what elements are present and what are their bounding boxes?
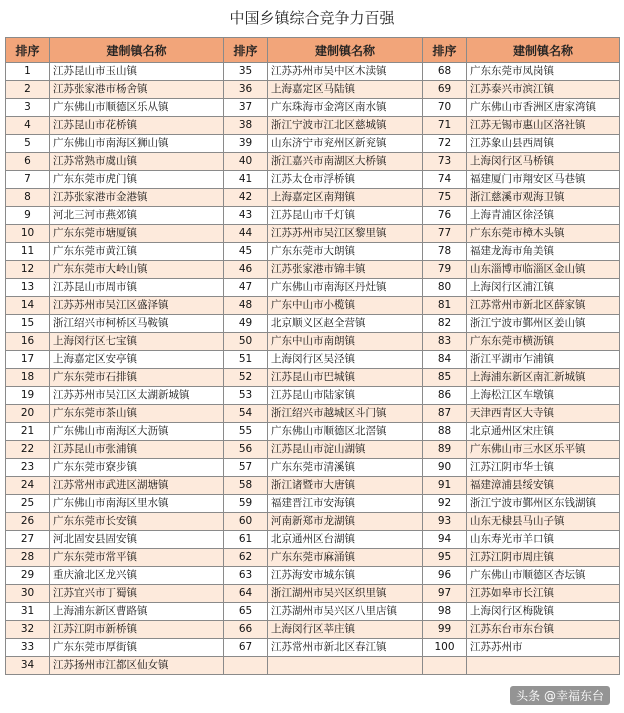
rank-cell: 16 [6, 333, 50, 351]
rank-cell: 19 [6, 387, 50, 405]
rank-cell: 91 [423, 477, 467, 495]
table-row [6, 585, 620, 603]
town-name-cell: 福建晋江市安海镇 [268, 495, 423, 513]
town-name-cell: 广东珠海市金湾区南水镇 [268, 99, 423, 117]
rank-cell: 78 [423, 243, 467, 261]
table-row [6, 567, 620, 585]
rank-cell: 8 [6, 189, 50, 207]
rank-cell: 93 [423, 513, 467, 531]
town-name-cell [268, 657, 423, 675]
table-row [6, 441, 620, 459]
rank-cell: 43 [224, 207, 268, 225]
town-name-cell: 浙江诸暨市大唐镇 [268, 477, 423, 495]
rank-cell: 71 [423, 117, 467, 135]
rank-cell: 60 [224, 513, 268, 531]
rank-cell: 33 [6, 639, 50, 657]
town-name-cell: 广东东莞市虎门镇 [50, 171, 224, 189]
ranking-table [5, 37, 620, 675]
table-row [6, 153, 620, 171]
town-name-cell: 江苏扬州市江都区仙女镇 [50, 657, 224, 675]
town-name-cell: 广东佛山市南海区狮山镇 [50, 135, 224, 153]
town-name-cell: 河北固安县固安镇 [50, 531, 224, 549]
rank-cell: 54 [224, 405, 268, 423]
rank-cell: 41 [224, 171, 268, 189]
town-name-cell: 江苏张家港市金港镇 [50, 189, 224, 207]
table-row [6, 351, 620, 369]
rank-cell: 10 [6, 225, 50, 243]
rank-cell: 4 [6, 117, 50, 135]
town-name-cell: 山东淄博市临淄区金山镇 [467, 261, 620, 279]
rank-header: 排序 [6, 38, 50, 63]
rank-cell: 34 [6, 657, 50, 675]
rank-cell: 45 [224, 243, 268, 261]
rank-cell: 80 [423, 279, 467, 297]
town-name-cell: 广东东莞市清溪镇 [268, 459, 423, 477]
town-name-cell: 上海浦东新区曹路镇 [50, 603, 224, 621]
rank-cell: 15 [6, 315, 50, 333]
rank-cell: 21 [6, 423, 50, 441]
town-name-cell: 广东东莞市石排镇 [50, 369, 224, 387]
town-name-cell: 江苏如皋市长江镇 [467, 585, 620, 603]
town-name-cell: 江苏苏州市吴江区太湖新城镇 [50, 387, 224, 405]
rank-cell: 65 [224, 603, 268, 621]
rank-cell: 35 [224, 63, 268, 81]
rank-cell: 13 [6, 279, 50, 297]
rank-cell: 58 [224, 477, 268, 495]
town-name-cell: 广东东莞市黄江镇 [50, 243, 224, 261]
rank-cell: 73 [423, 153, 467, 171]
town-name-cell: 广东东莞市大朗镇 [268, 243, 423, 261]
town-name-cell: 浙江平湖市乍浦镇 [467, 351, 620, 369]
rank-cell: 77 [423, 225, 467, 243]
town-name-cell: 江苏海安市城东镇 [268, 567, 423, 585]
town-name-cell: 广东佛山市顺德区乐从镇 [50, 99, 224, 117]
town-name-cell: 福建漳浦县绥安镇 [467, 477, 620, 495]
rank-cell: 94 [423, 531, 467, 549]
table-row [6, 171, 620, 189]
town-name-cell: 广东中山市南朗镇 [268, 333, 423, 351]
town-name-cell: 广东佛山市南海区大沥镇 [50, 423, 224, 441]
watermark: 头条 @幸福东台 [510, 686, 610, 705]
town-name-cell: 上海闵行区梅陇镇 [467, 603, 620, 621]
rank-header: 排序 [224, 38, 268, 63]
name-header: 建制镇名称 [50, 38, 224, 63]
rank-cell: 5 [6, 135, 50, 153]
table-row [6, 369, 620, 387]
table-row [6, 135, 620, 153]
table-row [6, 423, 620, 441]
table-row [6, 81, 620, 99]
rank-cell: 84 [423, 351, 467, 369]
rank-cell: 97 [423, 585, 467, 603]
town-name-cell: 上海嘉定区南翔镇 [268, 189, 423, 207]
town-name-cell: 福建厦门市翔安区马巷镇 [467, 171, 620, 189]
town-name-cell: 浙江绍兴市柯桥区马鞍镇 [50, 315, 224, 333]
rank-cell: 48 [224, 297, 268, 315]
town-name-cell: 广东中山市小榄镇 [268, 297, 423, 315]
ranking-table-body [6, 63, 620, 675]
rank-cell: 62 [224, 549, 268, 567]
town-name-cell: 江苏昆山市玉山镇 [50, 63, 224, 81]
rank-cell: 82 [423, 315, 467, 333]
town-name-cell: 江苏昆山市张浦镇 [50, 441, 224, 459]
rank-cell: 14 [6, 297, 50, 315]
town-name-cell: 江苏苏州市吴中区木渎镇 [268, 63, 423, 81]
rank-cell: 11 [6, 243, 50, 261]
rank-cell: 56 [224, 441, 268, 459]
town-name-cell: 广东东莞市横沥镇 [467, 333, 620, 351]
town-name-cell: 广东东莞市寮步镇 [50, 459, 224, 477]
rank-cell: 39 [224, 135, 268, 153]
town-name-cell: 江苏江阴市华士镇 [467, 459, 620, 477]
table-row [6, 405, 620, 423]
town-name-cell: 河北三河市燕郊镇 [50, 207, 224, 225]
town-name-cell: 江苏苏州市吴江区黎里镇 [268, 225, 423, 243]
rank-cell: 17 [6, 351, 50, 369]
town-name-cell: 上海嘉定区马陆镇 [268, 81, 423, 99]
town-name-cell: 浙江绍兴市越城区斗门镇 [268, 405, 423, 423]
name-header: 建制镇名称 [467, 38, 620, 63]
town-name-cell: 广东佛山市香洲区唐家湾镇 [467, 99, 620, 117]
rank-cell: 70 [423, 99, 467, 117]
table-row [6, 603, 620, 621]
rank-cell: 42 [224, 189, 268, 207]
table-row [6, 621, 620, 639]
town-name-cell: 浙江嘉兴市南湖区大桥镇 [268, 153, 423, 171]
rank-cell: 100 [423, 639, 467, 657]
town-name-cell: 江苏东台市东台镇 [467, 621, 620, 639]
header-row [6, 38, 620, 63]
rank-cell: 68 [423, 63, 467, 81]
town-name-cell: 江苏昆山市陆家镇 [268, 387, 423, 405]
table-row [6, 513, 620, 531]
rank-cell: 96 [423, 567, 467, 585]
rank-cell: 81 [423, 297, 467, 315]
town-name-cell: 山东无棣县马山子镇 [467, 513, 620, 531]
rank-cell: 74 [423, 171, 467, 189]
rank-cell: 51 [224, 351, 268, 369]
rank-cell: 22 [6, 441, 50, 459]
rank-cell: 18 [6, 369, 50, 387]
table-row [6, 477, 620, 495]
rank-cell: 27 [6, 531, 50, 549]
rank-cell: 28 [6, 549, 50, 567]
rank-cell: 69 [423, 81, 467, 99]
table-row [6, 387, 620, 405]
town-name-cell: 江苏苏州市 [467, 639, 620, 657]
town-name-cell: 河南新郑市龙湖镇 [268, 513, 423, 531]
table-row [6, 333, 620, 351]
town-name-cell: 广东东莞市麻涌镇 [268, 549, 423, 567]
table-row [6, 531, 620, 549]
town-name-cell: 广东佛山市三水区乐平镇 [467, 441, 620, 459]
town-name-cell: 浙江慈溪市观海卫镇 [467, 189, 620, 207]
table-row [6, 261, 620, 279]
rank-cell: 24 [6, 477, 50, 495]
rank-cell: 6 [6, 153, 50, 171]
town-name-cell: 广东东莞市长安镇 [50, 513, 224, 531]
table-row [6, 243, 620, 261]
rank-cell: 98 [423, 603, 467, 621]
rank-cell: 92 [423, 495, 467, 513]
town-name-cell: 江苏太仓市浮桥镇 [268, 171, 423, 189]
rank-cell: 37 [224, 99, 268, 117]
town-name-cell: 浙江宁波市鄞州区姜山镇 [467, 315, 620, 333]
town-name-cell: 江苏无锡市惠山区洛社镇 [467, 117, 620, 135]
town-name-cell: 广东东莞市大岭山镇 [50, 261, 224, 279]
town-name-cell: 江苏江阴市新桥镇 [50, 621, 224, 639]
town-name-cell: 上海浦东新区南汇新城镇 [467, 369, 620, 387]
town-name-cell: 江苏常州市新北区薛家镇 [467, 297, 620, 315]
table-row [6, 225, 620, 243]
rank-cell: 86 [423, 387, 467, 405]
rank-cell: 99 [423, 621, 467, 639]
town-name-cell [467, 657, 620, 675]
rank-cell: 26 [6, 513, 50, 531]
rank-cell: 23 [6, 459, 50, 477]
town-name-cell: 江苏常州市新北区春江镇 [268, 639, 423, 657]
town-name-cell: 江苏昆山市巴城镇 [268, 369, 423, 387]
town-name-cell: 上海闵行区莘庄镇 [268, 621, 423, 639]
rank-cell: 79 [423, 261, 467, 279]
town-name-cell: 上海闵行区吴泾镇 [268, 351, 423, 369]
town-name-cell: 重庆渝北区龙兴镇 [50, 567, 224, 585]
town-name-cell: 上海青浦区徐泾镇 [467, 207, 620, 225]
rank-cell: 12 [6, 261, 50, 279]
rank-cell: 52 [224, 369, 268, 387]
town-name-cell: 广东佛山市顺德区北滘镇 [268, 423, 423, 441]
town-name-cell: 天津西青区大寺镇 [467, 405, 620, 423]
town-name-cell: 广东东莞市茶山镇 [50, 405, 224, 423]
town-name-cell: 上海闵行区马桥镇 [467, 153, 620, 171]
rank-cell: 46 [224, 261, 268, 279]
rank-cell: 87 [423, 405, 467, 423]
rank-cell: 31 [6, 603, 50, 621]
town-name-cell: 广东东莞市厚街镇 [50, 639, 224, 657]
town-name-cell: 广东东莞市凤岗镇 [467, 63, 620, 81]
rank-cell [423, 657, 467, 675]
rank-cell: 83 [423, 333, 467, 351]
rank-cell: 3 [6, 99, 50, 117]
town-name-cell: 福建龙海市角美镇 [467, 243, 620, 261]
table-row [6, 279, 620, 297]
rank-cell: 95 [423, 549, 467, 567]
town-name-cell: 江苏泰兴市滨江镇 [467, 81, 620, 99]
rank-cell: 25 [6, 495, 50, 513]
rank-cell: 59 [224, 495, 268, 513]
town-name-cell: 江苏张家港市杨舍镇 [50, 81, 224, 99]
town-name-cell: 上海闵行区浦江镇 [467, 279, 620, 297]
town-name-cell: 江苏昆山市淀山湖镇 [268, 441, 423, 459]
table-row [6, 657, 620, 675]
town-name-cell: 广东东莞市塘厦镇 [50, 225, 224, 243]
name-header: 建制镇名称 [268, 38, 423, 63]
town-name-cell: 浙江湖州市吴兴区织里镇 [268, 585, 423, 603]
town-name-cell: 广东佛山市顺德区杏坛镇 [467, 567, 620, 585]
rank-cell: 50 [224, 333, 268, 351]
table-row [6, 459, 620, 477]
rank-cell: 89 [423, 441, 467, 459]
town-name-cell: 江苏昆山市花桥镇 [50, 117, 224, 135]
town-name-cell: 江苏湖州市吴兴区八里店镇 [268, 603, 423, 621]
table-row [6, 297, 620, 315]
rank-cell: 2 [6, 81, 50, 99]
rank-cell: 53 [224, 387, 268, 405]
rank-cell: 1 [6, 63, 50, 81]
town-name-cell: 江苏昆山市周市镇 [50, 279, 224, 297]
rank-cell: 85 [423, 369, 467, 387]
town-name-cell: 上海松江区车墩镇 [467, 387, 620, 405]
table-row [6, 639, 620, 657]
rank-cell: 47 [224, 279, 268, 297]
rank-cell: 40 [224, 153, 268, 171]
town-name-cell: 北京通州区宋庄镇 [467, 423, 620, 441]
town-name-cell: 广东佛山市南海区里水镇 [50, 495, 224, 513]
town-name-cell: 山东济宁市兖州区新兖镇 [268, 135, 423, 153]
rank-cell: 30 [6, 585, 50, 603]
rank-cell: 88 [423, 423, 467, 441]
rank-cell: 29 [6, 567, 50, 585]
rank-cell: 76 [423, 207, 467, 225]
rank-cell: 67 [224, 639, 268, 657]
town-name-cell: 上海闵行区七宝镇 [50, 333, 224, 351]
town-name-cell: 江苏宜兴市丁蜀镇 [50, 585, 224, 603]
rank-cell: 72 [423, 135, 467, 153]
table-row [6, 189, 620, 207]
town-name-cell: 江苏张家港市锦丰镇 [268, 261, 423, 279]
town-name-cell: 江苏象山县西周镇 [467, 135, 620, 153]
town-name-cell: 江苏常州市武进区湖塘镇 [50, 477, 224, 495]
rank-cell: 64 [224, 585, 268, 603]
rank-cell: 57 [224, 459, 268, 477]
town-name-cell: 浙江宁波市鄞州区东钱湖镇 [467, 495, 620, 513]
town-name-cell: 浙江宁波市江北区慈城镇 [268, 117, 423, 135]
rank-cell: 75 [423, 189, 467, 207]
town-name-cell: 北京通州区台湖镇 [268, 531, 423, 549]
town-name-cell: 江苏常熟市虞山镇 [50, 153, 224, 171]
rank-cell: 55 [224, 423, 268, 441]
rank-cell: 61 [224, 531, 268, 549]
page-title: 中国乡镇综合竞争力百强 [229, 9, 395, 27]
town-name-cell: 广东东莞市樟木头镇 [467, 225, 620, 243]
rank-cell: 38 [224, 117, 268, 135]
rank-cell: 7 [6, 171, 50, 189]
table-row [6, 63, 620, 81]
rank-cell: 90 [423, 459, 467, 477]
town-name-cell: 江苏江阴市周庄镇 [467, 549, 620, 567]
rank-cell: 20 [6, 405, 50, 423]
rank-cell: 63 [224, 567, 268, 585]
town-name-cell: 广东东莞市常平镇 [50, 549, 224, 567]
table-row [6, 495, 620, 513]
rank-cell: 49 [224, 315, 268, 333]
table-row [6, 99, 620, 117]
rank-header: 排序 [423, 38, 467, 63]
town-name-cell: 广东佛山市南海区丹灶镇 [268, 279, 423, 297]
rank-cell: 9 [6, 207, 50, 225]
rank-cell [224, 657, 268, 675]
table-row [6, 117, 620, 135]
rank-cell: 36 [224, 81, 268, 99]
town-name-cell: 江苏昆山市千灯镇 [268, 207, 423, 225]
table-row [6, 549, 620, 567]
table-row [6, 207, 620, 225]
rank-cell: 32 [6, 621, 50, 639]
town-name-cell: 山东寿光市羊口镇 [467, 531, 620, 549]
rank-cell: 44 [224, 225, 268, 243]
town-name-cell: 江苏苏州市吴江区盛泽镇 [50, 297, 224, 315]
rank-cell: 66 [224, 621, 268, 639]
town-name-cell: 北京顺义区赵全营镇 [268, 315, 423, 333]
table-row [6, 315, 620, 333]
town-name-cell: 上海嘉定区安亭镇 [50, 351, 224, 369]
